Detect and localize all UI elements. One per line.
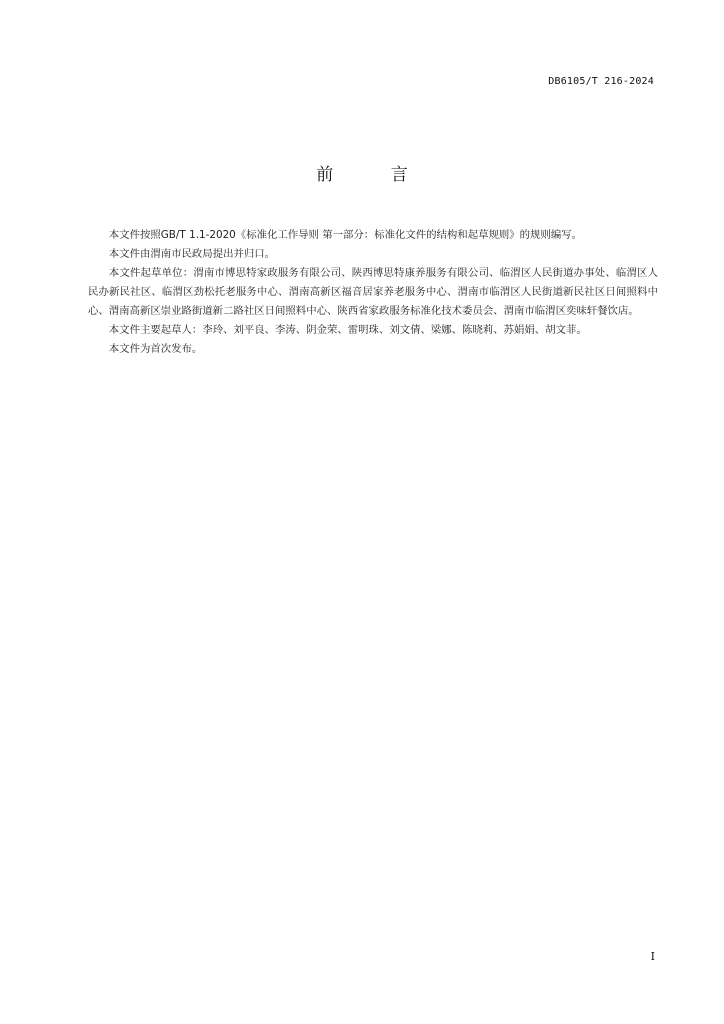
foreword-body <box>88 226 658 359</box>
document-code: DB6105/T 216-2024 <box>548 76 654 87</box>
foreword-paragraph-first-release: 本文件为首次发布。 <box>108 343 203 355</box>
page-number: I <box>650 950 655 963</box>
foreword-title: 前 言 <box>316 165 434 185</box>
foreword-paragraph-proposer: 本文件由渭南市民政局提出并归口。 <box>108 248 276 260</box>
foreword-paragraph-main-drafters: 本文件主要起草人：李玲、刘平良、李涛、阴金荣、雷明珠、刘文倩、梁娜、陈晓莉、苏娟娟、胡文菲。 <box>108 324 587 336</box>
foreword-paragraph-drafting-units: 本文件起草单位：渭南市博思特家政服务有限公司、陕西博思特康养服务有限公司、临渭区人民街道办事处、临渭区人民办新民社区、临渭区劲松托老服务中心、渭南高新区福音居家养老服务中心、渭南市临渭区人民街道新民社区日间照料中心、渭南高新区崇业路街道新二路社区日间照料中心、陕西省家政服务标准化技术委员会、渭南市临渭区奕味轩餐饮店。 <box>88 267 658 317</box>
foreword-paragraph-drafting-rules: 本文件按照GB/T 1.1-2020《标准化工作导则 第一部分：标准化文件的结构和起草规则》的规则编写。 <box>108 229 582 241</box>
